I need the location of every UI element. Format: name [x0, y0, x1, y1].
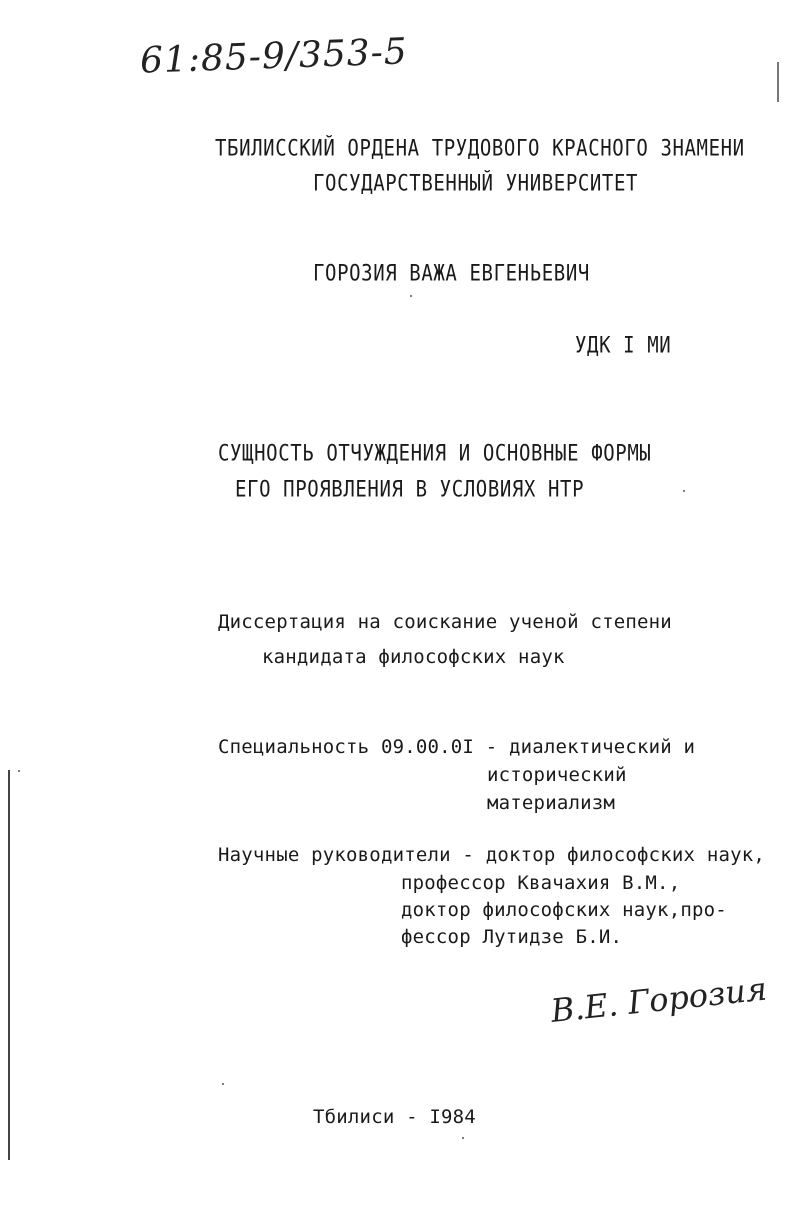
scan-speck — [222, 1083, 224, 1085]
archive-code-handwritten: 61:85-9/353-5 — [139, 31, 409, 82]
title-line1: СУЩНОСТЬ ОТЧУЖДЕНИЯ И ОСНОВНЫЕ ФОРМЫ — [218, 441, 652, 467]
supervisors-line4: фессор Лутидзе Б.И. — [401, 926, 623, 948]
dissertation-line1: Диссертация на соискание ученой степени — [218, 611, 672, 633]
specialty-line3: материализм — [487, 792, 616, 814]
scan-edge-line — [8, 770, 10, 1160]
dissertation-line2: кандидата философских наук — [262, 646, 565, 668]
specialty-line2: исторический — [487, 764, 627, 786]
supervisors-line2: профессор Квачахия В.М., — [401, 872, 681, 894]
scan-speck — [683, 490, 685, 492]
scan-speck — [410, 295, 412, 297]
university-name-line2: ГОСУДАРСТВЕННЫЙ УНИВЕРСИТЕТ — [313, 171, 639, 197]
specialty-line1: Специальность 09.00.0I - диалектический и — [218, 736, 696, 758]
place-and-year: Тбилиси - I984 — [313, 1106, 476, 1128]
udc-code: УДК I МИ — [575, 333, 672, 359]
title-line2: ЕГО ПРОЯВЛЕНИЯ В УСЛОВИЯХ НТР — [235, 477, 585, 503]
author-signature: В.Е. Горозия — [549, 969, 769, 1030]
university-name-line1: ТБИЛИССКИЙ ОРДЕНА ТРУДОВОГО КРАСНОГО ЗНАМЕНИ — [215, 136, 745, 162]
scan-speck — [18, 770, 20, 772]
scan-speck — [462, 1137, 464, 1139]
supervisors-line1: Научные руководители - доктор философских наук, — [218, 844, 766, 866]
author-name: ГОРОЗИЯ ВАЖА ЕВГЕНЬЕВИЧ — [313, 261, 590, 287]
supervisors-line3: доктор философских наук,про- — [401, 899, 727, 921]
margin-mark — [777, 62, 779, 102]
